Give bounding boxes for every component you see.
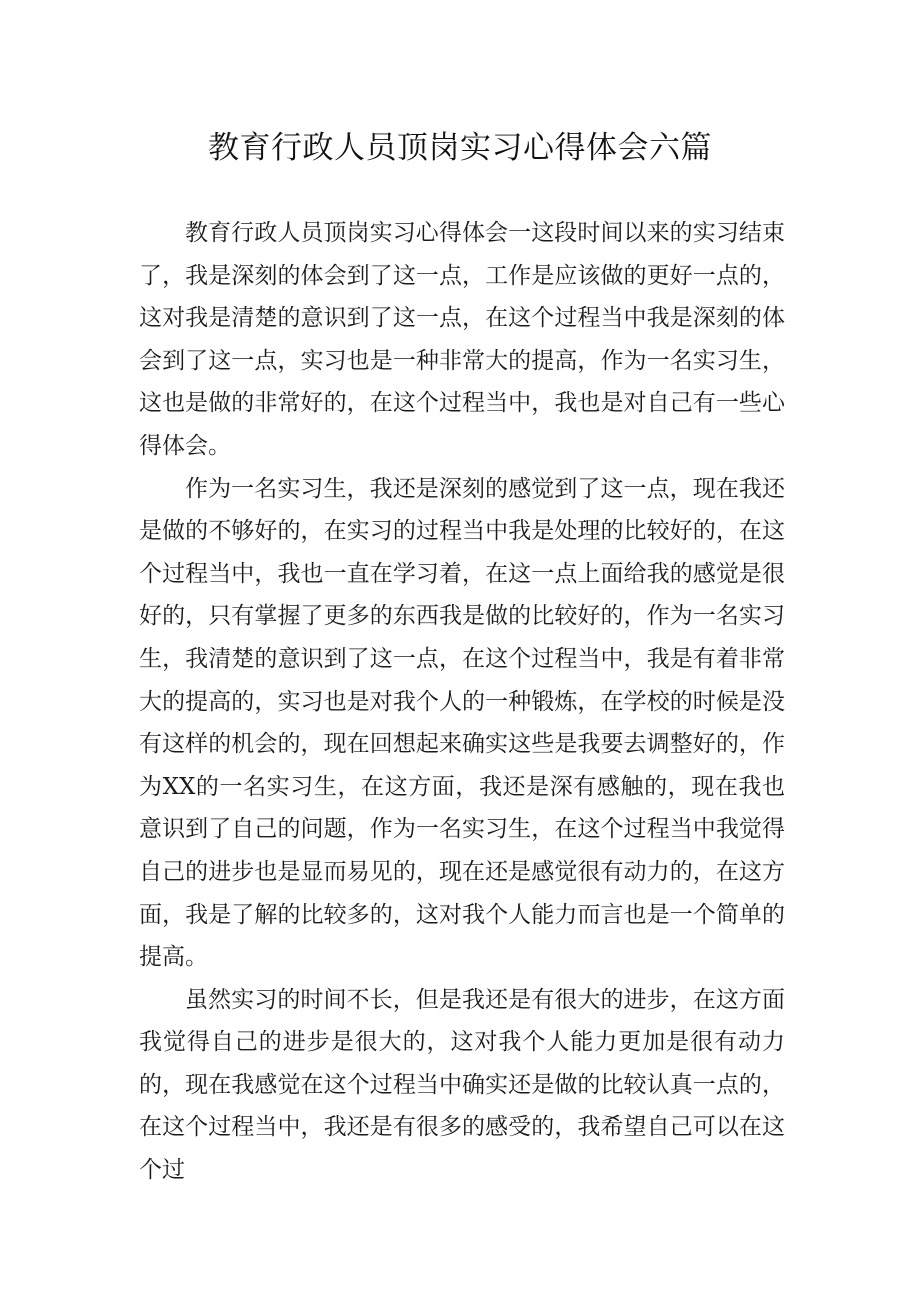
document-title: 教育行政人员顶岗实习心得体会六篇	[208, 130, 712, 166]
paragraph-2: 作为一名实习生，我还是深刻的感觉到了这一点，现在我还是做的不够好的，在实习的过程当中我是处理的比较好的，在这个过程当中，我也一直在学习着，在这一点上面给我的感觉是很好的，只有掌握了更多的东西我是做的比较好的，作为一名实习生，我清楚的意识到了这一点，在这个过程当中，我是有着非常大的提高的，实习也是对我个人的一种锻炼，在学校的时候是没有这样的机会的，现在回想起来确实这些是我要去调整好的，作为XX的一名实习生，在这方面，我还是深有感触的，现在我也意识到了自己的问题，作为一名实习生，在这个过程当中我觉得自己的进步也是显而易见的，现在还是感觉很有动力的，在这方面，我是了解的比较多的，这对我个人能力而言也是一个简单的提高。	[139, 475, 785, 971]
paragraph-1: 教育行政人员顶岗实习心得体会一这段时间以来的实习结束了，我是深刻的体会到了这一点，工作是应该做的更好一点的，这对我是清楚的意识到了这一点，在这个过程当中我是深刻的体会到了这一点，实习也是一种非常大的提高，作为一名实习生，这也是做的非常好的，在这个过程当中，我也是对自己有一些心得体会。	[139, 220, 785, 459]
paragraph-3: 虽然实习的时间不长，但是我还是有很大的进步，在这方面我觉得自己的进步是很大的，这对我个人能力更加是很有动力的，现在我感觉在这个过程当中确实还是做的比较认真一点的，在这个过程当中，我还是有很多的感受的，我希望自己可以在这个过	[139, 986, 785, 1184]
document-body	[139, 212, 785, 1192]
